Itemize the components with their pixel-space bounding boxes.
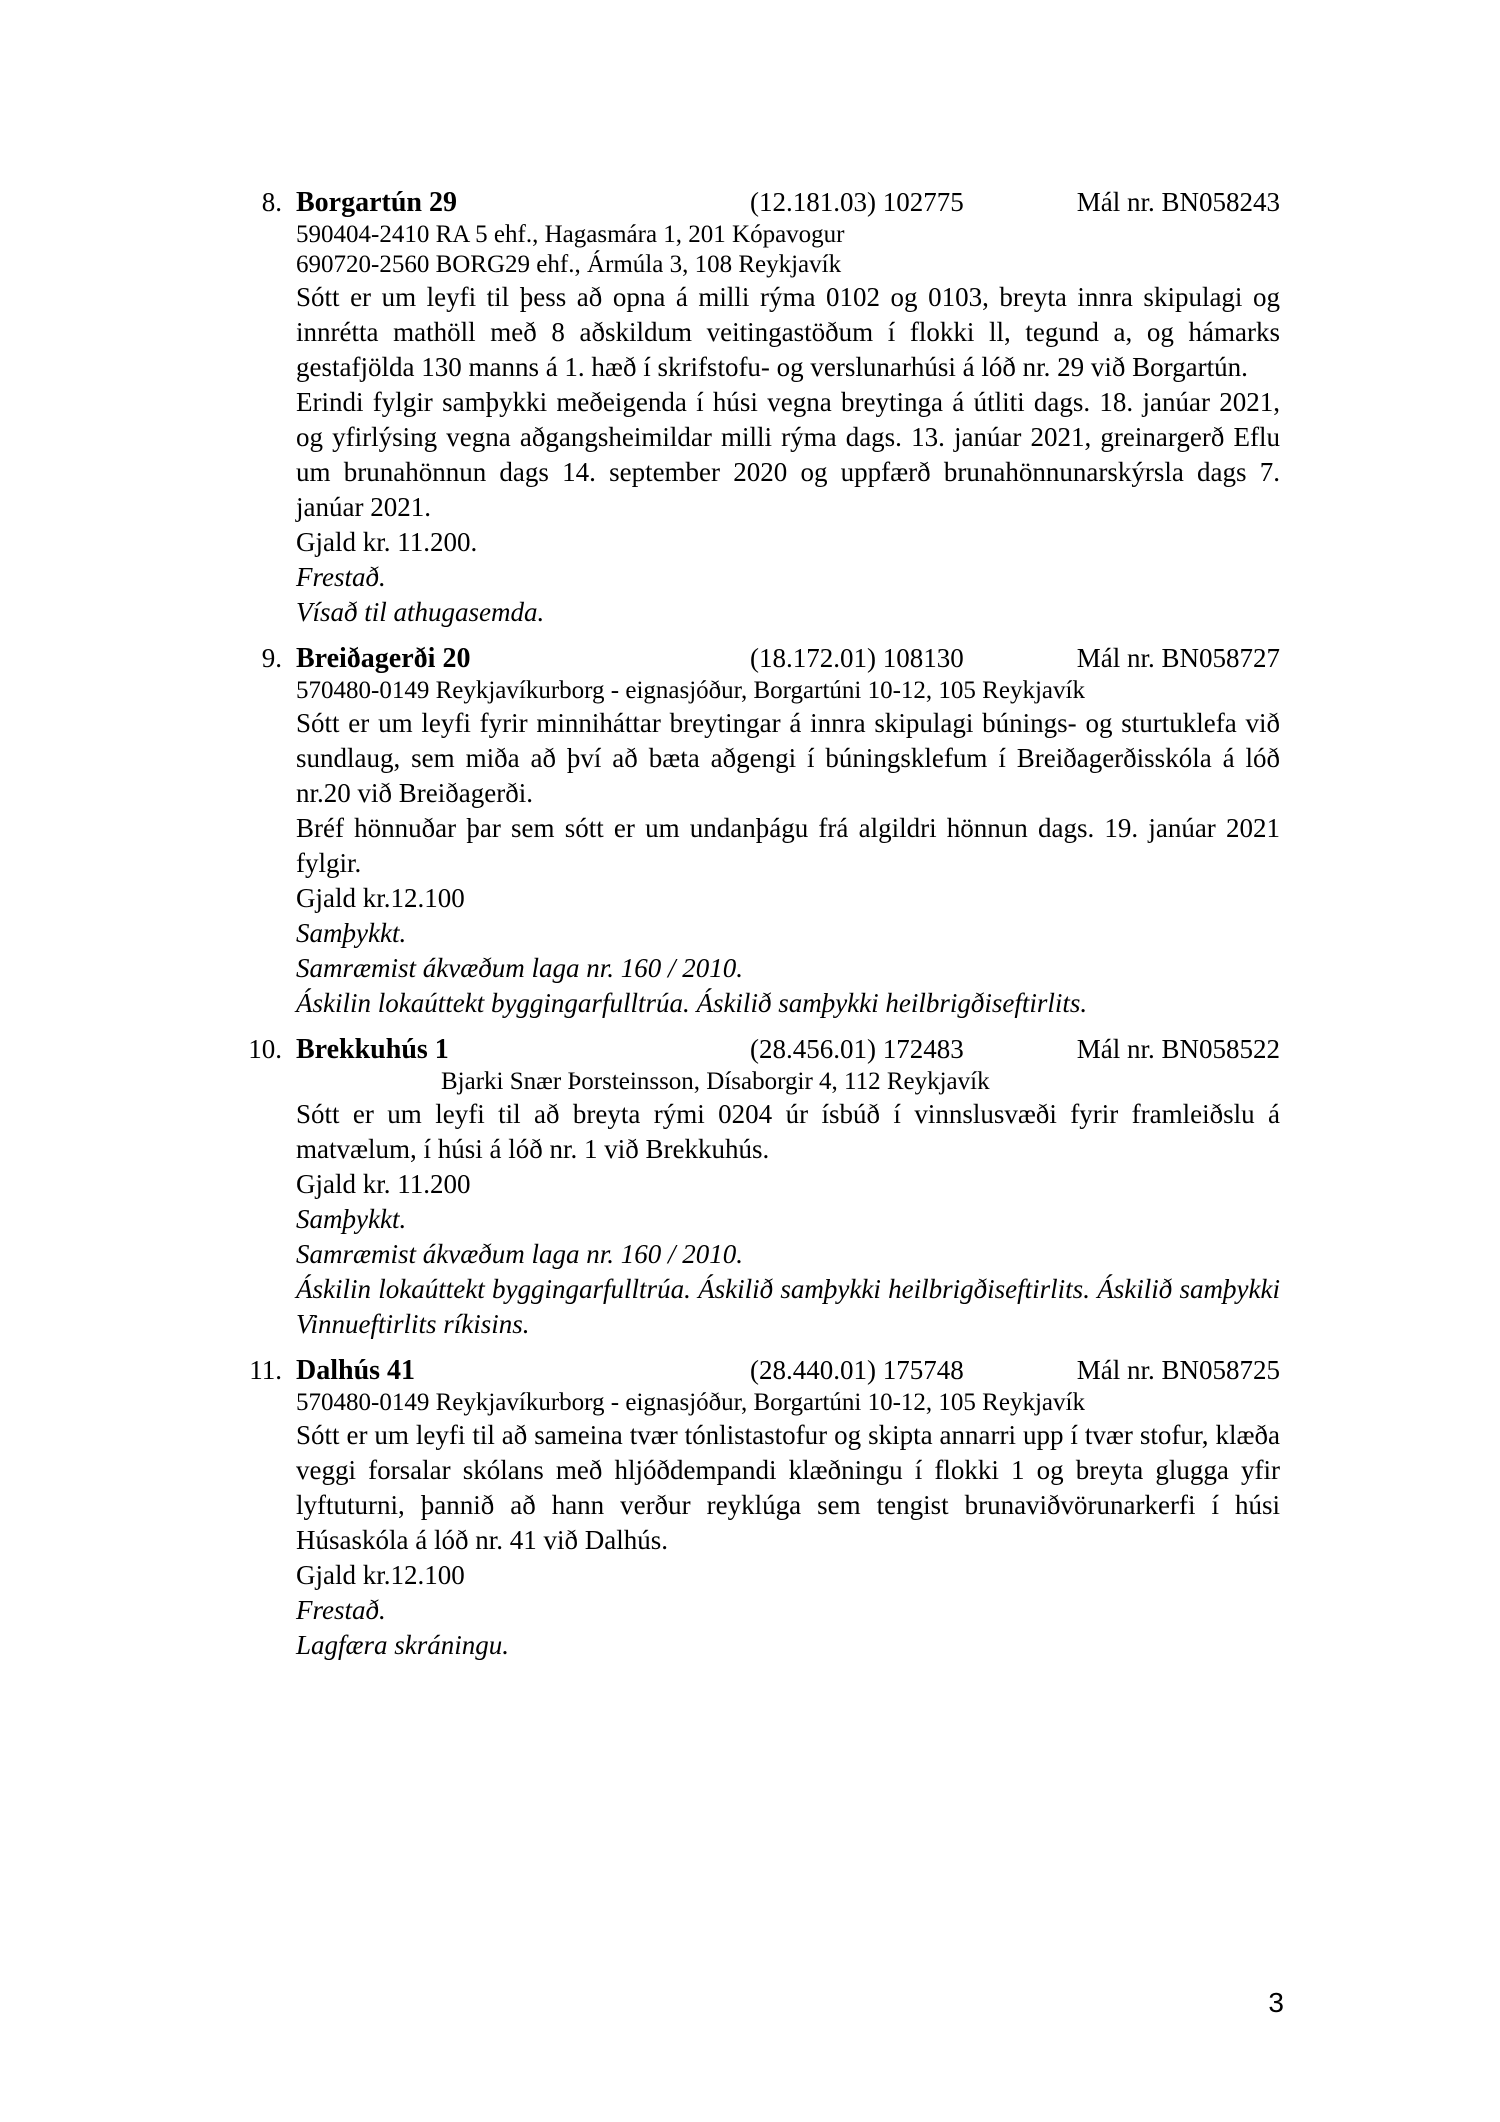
case-reference: Mál nr. BN058725: [1076, 1355, 1280, 1385]
case-code: (28.456.01) 172483: [750, 1034, 964, 1064]
case-reference: Mál nr. BN058727: [1076, 643, 1280, 673]
status-line: Lagfæra skráningu.: [296, 1630, 510, 1660]
fee-line: Gjald kr. 11.200: [296, 1169, 471, 1199]
case-header: [296, 1032, 1280, 1067]
case-paragraph: Sótt er um leyfi til að breyta rými 0204 úr ísbúð í vinnslusvæði fyrir framleiðslu á matvælum, í húsi á lóð nr. 1 við Brekkuhús.: [296, 1099, 1280, 1164]
case-code: (18.172.01) 108130: [750, 643, 964, 673]
case-code: (28.440.01) 175748: [750, 1355, 964, 1385]
case-title: Brekkuhús 1: [296, 1034, 449, 1065]
status-line: Samræmist ákvæðum laga nr. 160 / 2010.: [296, 953, 744, 983]
case-header: [296, 185, 1280, 220]
case-number: 9.: [261, 643, 282, 673]
case-paragraph: Sótt er um leyfi fyrir minniháttar breytingar á innra skipulagi búnings- og sturtuklefa við sundlaug, sem miða að því að bæta aðgengi í búningsklefum í Breiðagerðisskóla á lóð nr.20 við Breiðagerði.: [296, 708, 1280, 808]
case-reference: Mál nr. BN058243: [1076, 187, 1280, 217]
case-paragraph: Sótt er um leyfi til að sameina tvær tónlistastofur og skipta annarri upp í tvær stofur, klæða veggi forsalar skólans með hljóðdempandi klæðningu í flokki 1 og breyta glugga yfir lyftuturni, þannið að hann verður reyklúga sem tengist brunaviðvörunarkerfi í húsi Húsaskóla á lóð nr. 41 við Dalhús.: [296, 1420, 1280, 1555]
case-number: 8.: [261, 187, 282, 217]
case-item-11: [249, 1353, 1280, 1663]
status-line: Frestað.: [296, 562, 386, 592]
status-line: Áskilin lokaúttekt byggingarfulltrúa. Áskilið samþykki heilbrigðiseftirlits.: [296, 988, 1088, 1018]
status-line: Samræmist ákvæðum laga nr. 160 / 2010.: [296, 1239, 744, 1269]
status-line: Áskilin lokaúttekt byggingarfulltrúa. Áskilið samþykki heilbrigðiseftirlits. Áskilið samþykki Vinnueftirlits ríkisins.: [296, 1274, 1280, 1339]
applicant-line: 690720-2560 BORG29 ehf., Ármúla 3, 108 Reykjavík: [296, 251, 842, 278]
case-number: 10.: [248, 1034, 282, 1064]
fee-line: Gjald kr. 11.200.: [296, 527, 478, 557]
case-title: Breiðagerði 20: [296, 643, 471, 674]
case-paragraph: Sótt er um leyfi til þess að opna á milli rýma 0102 og 0103, breyta innra skipulagi og innrétta mathöll með 8 aðskildum veitingastöðum í flokki ll, tegund a, og hámarks gestafjölda 130 manns á 1. hæð í skrifstofu- og verslunarhúsi á lóð nr. 29 við Borgartún.: [296, 282, 1280, 382]
case-title: Dalhús 41: [296, 1355, 416, 1386]
case-reference: Mál nr. BN058522: [1076, 1034, 1280, 1064]
case-paragraph: Bréf hönnuðar þar sem sótt er um undanþágu frá algildri hönnun dags. 19. janúar 2021 fylgir.: [296, 813, 1280, 878]
case-title: Borgartún 29: [296, 187, 457, 218]
case-item-8: [261, 185, 1280, 630]
applicant-line: 570480-0149 Reykjavíkurborg - eignasjóður, Borgartúni 10-12, 105 Reykjavík: [296, 677, 1085, 704]
fee-line: Gjald kr.12.100: [296, 883, 465, 913]
page-number: 3: [1268, 1987, 1284, 2018]
case-item-9: [261, 641, 1280, 1021]
case-number: 11.: [249, 1355, 282, 1385]
status-line: Samþykkt.: [296, 1204, 407, 1234]
case-header: [296, 641, 1280, 676]
status-line: Samþykkt.: [296, 918, 407, 948]
fee-line: Gjald kr.12.100: [296, 1560, 465, 1590]
applicant-line: 570480-0149 Reykjavíkurborg - eignasjóður, Borgartúni 10-12, 105 Reykjavík: [296, 1389, 1085, 1416]
case-item-10: [248, 1032, 1280, 1342]
case-code: (12.181.03) 102775: [750, 187, 964, 217]
status-line: Frestað.: [296, 1595, 386, 1625]
case-header: [296, 1353, 1280, 1388]
applicant-line: Bjarki Snær Þorsteinsson, Dísaborgir 4, 112 Reykjavík: [441, 1068, 990, 1095]
minutes-case-list: [248, 185, 1280, 1674]
status-line: Vísað til athugasemda.: [296, 597, 545, 627]
applicant-line: 590404-2410 RA 5 ehf., Hagasmára 1, 201 Kópavogur: [296, 221, 845, 248]
case-paragraph: Erindi fylgir samþykki meðeigenda í húsi vegna breytinga á útliti dags. 18. janúar 2021, og yfirlýsing vegna aðgangsheimildar milli rýma dags. 13. janúar 2021, greinargerð Eflu um brunahönnun dags 14. september 2020 og uppfærð brunahönnunarskýrsla dags 7. janúar 2021.: [296, 387, 1280, 522]
